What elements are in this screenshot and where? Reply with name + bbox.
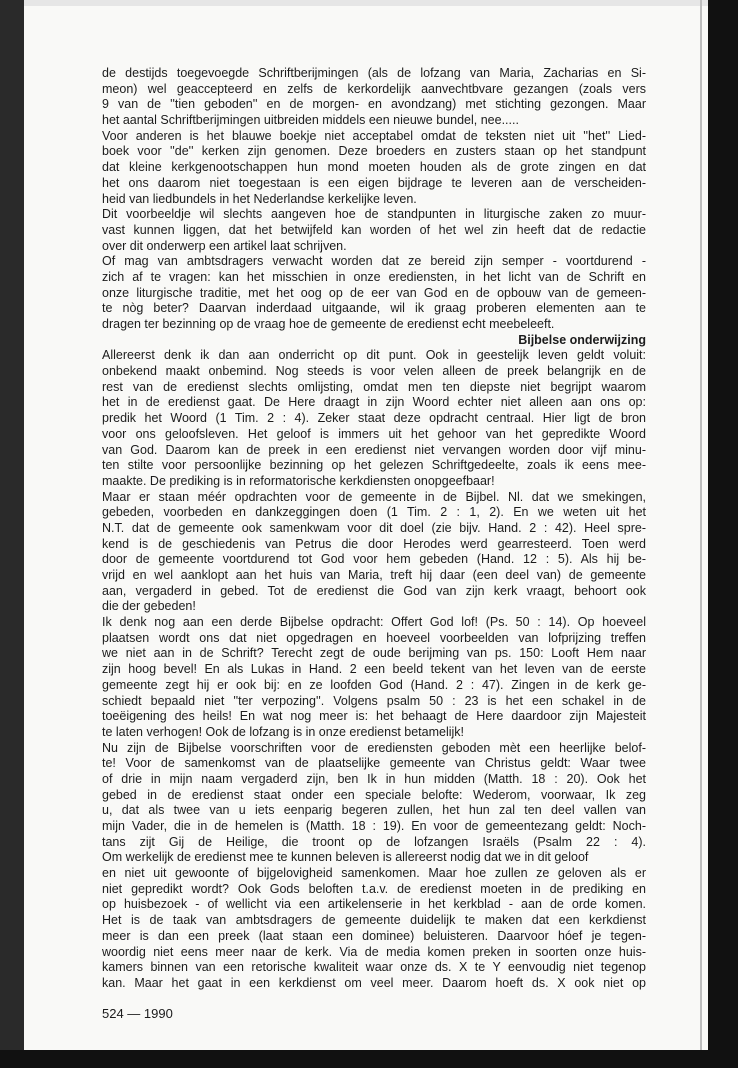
text-line: ten stilte voor persoonlijke bezinning op het gelezen Schriftgedeelte, zoals ik eens mee- (102, 458, 646, 473)
text-line: door de gemeente voortdurend tot God voor hem gebeden (Hand. 12 : 5). Als hij be- (102, 552, 646, 567)
text-line: die der gebeden! (102, 599, 196, 614)
text-line: predik het Woord (1 Tim. 2 : 4). Zeker staat deze opdracht centraal. Hier ligt de bron (102, 411, 646, 426)
text-line: N.T. dat de gemeente ook samenkwam voor dit doel (zie bijv. Hand. 2 : 42). Heel spre- (102, 520, 646, 535)
text-line: op huisbezoek - of wellicht via een artikelenserie in het kerkblad - aan de orde komen. (102, 897, 646, 912)
text-line: de destijds toegevoegde Schriftberijmingen (als de lofzang van Maria, Zacharias en Si- (102, 66, 646, 80)
text-line: of drie in mijn naam vergaderd zijn, ben Ik in hun midden (Matth. 18 : 20). Ook het (102, 771, 646, 786)
text-line: mijn Vader, die in de hemelen is (Matth. 18 : 19). En voor de gemeentezang geldt: Noch- (102, 819, 646, 833)
text-line: heid van liedbundels in het Nederlandse kerkelijke leven. (102, 191, 417, 206)
text-line: dragen ter bezinning op de vraag hoe de gemeente de eredienst echt meebeleeft. (102, 317, 555, 331)
text-line: kend is de geschiedenis van Petrus die door Herodes werd gearresteerd. Toen werd (102, 536, 646, 551)
text-line: zich af te vragen: kan het misschien in onze erediensten, in het licht van de Schrift en (102, 269, 646, 284)
text-line: vast kunnen liggen, dat het betwijfeld kan worden of het wel zin heeft dat de redactie (102, 222, 646, 237)
text-line: onbekend maakt onbemind. Nog steeds is voor velen alleen de preek belangrijk en de (102, 364, 646, 379)
text-line: over dit onderwerp een artikel laat schrijven. (102, 238, 347, 253)
text-line: toeëigening des heils! En wat nog meer is: het behaagt de Here daardoor zijn Majesteit (102, 709, 646, 724)
text-line: meon) wel geaccepteerd en zelfs de kerkordelijk aanvechtbvare gezangen (zoals vers (102, 81, 646, 96)
text-line: we niet aan in de Schrift? Terecht zegt de oude berijming van ps. 150: Looft Hem naar (102, 646, 646, 661)
text-line: te laten verhogen! Ook de lofzang is in onze eredienst betamelijk! (102, 724, 465, 739)
text-line: Of mag van ambtsdragers verwacht worden dat ze bereid zijn semper - voortdurend - (102, 254, 646, 269)
text-line: onze liturgische traditie, met het oog op de eer van God en de opbouw van de gemeen- (102, 285, 646, 300)
section-heading: Bijbelse onderwijzing (518, 332, 646, 347)
text-line: meer is dan een preek (laat staan een dominee) beluisteren. Daarvoor hóef je tegen- (102, 928, 646, 943)
text-line: schiedt bepaald niet ''ter verpozing''. Volgens psalm 50 : 23 is het een schakel in de (102, 693, 646, 708)
text-line: woordig niet eens meer naar de kerk. Via de media komen preken in soorten onze huis- (102, 944, 646, 959)
bottom-scan-shadow (0, 1050, 738, 1068)
text-line: voor ons geloofsleven. Het geloof is immers uit het gehoor van het gepredikte Woord (102, 426, 646, 441)
text-line: plaatsen wordt ons dat niet opgedragen en hoeveel voorbeelden van lofprijzing treffen (102, 630, 646, 645)
paragraphs-after-heading (102, 348, 646, 991)
text-line: het aantal Schriftberijmingen uitbreiden middels een nieuwe bundel, nee..... (102, 113, 519, 128)
left-scan-shadow (0, 0, 24, 1068)
text-line: Allereerst denk ik dan aan onderricht op dit punt. Ook in geestelijk leven geldt voluit: (102, 348, 646, 363)
text-line: Ik denk nog aan een derde Bijbelse opdracht: Offert God lof! (Ps. 50 : 14). Op hoeveel (102, 615, 646, 630)
text-line: gebed in de eredienst staat onder een speciale belofte: Wederom, voorwaar, Ik zeg (102, 787, 646, 802)
text-line: het ons daarom niet toegestaan is een eigen bijdrage te leveren aan de verscheiden- (102, 175, 646, 190)
page-edge (700, 0, 702, 1050)
text-line: dat kleine kerkgenootschappen hun mond moeten houden als de grote zingen en dat (102, 160, 646, 175)
top-edge (0, 0, 738, 6)
text-line: rest van de eredienst slechts omlijsting, omdat men ten diepste niet begrijpt waarom (102, 379, 646, 394)
text-line: gemeente zegt hij er ook bij: en ze loofden God (Hand. 2 : 47). Zingen in de kerk ge- (102, 677, 646, 692)
text-line: Dit voorbeeldje wil slechts aangeven hoe de standpunten in liturgische zaken zo muur- (102, 207, 646, 222)
text-line: Het is de taak van ambtsdragers de gemeente duidelijk te maken dat een kerkdienst (102, 913, 646, 928)
text-line: het in de eredienst gaat. De Here draagt in zijn Woord echter niet alleen aan ons op: (102, 395, 646, 410)
right-scan-shadow (708, 0, 738, 1068)
text-line: zijn hoog bevel! En als Lukas in Hand. 2 een beeld tekent van het leven van de eerste (102, 662, 646, 677)
text-line: maakte. De prediking is in reformatorische kerkdiensten onopgeefbaar! (102, 473, 495, 488)
text-line: te nòg beter? Daarvan inderdaad uitgaande, wil ik graag proberen elementen aan te (102, 301, 646, 316)
text-line: kan. Maar het gaat in een kerkdienst om veel meer. Daarom hoeft ds. X ook niet op (102, 975, 646, 990)
text-line: boek voor ''de'' kerken zijn genomen. Deze broeders en zusters staan op het standpunt (102, 144, 646, 159)
text-line: kamers binnen van een retorische kwaliteit waar onze ds. X te Y eenvoudig niet tegenop (102, 960, 646, 975)
text-line: gebeden, voorbeden en dankzeggingen doen (1 Tim. 2 : 1, 2). En we weten uit het (102, 505, 646, 520)
article-body (102, 66, 646, 992)
text-line: Nu zijn de Bijbelse voorschriften voor de erediensten geboden mèt een heerlijke belof- (102, 740, 646, 755)
text-line: te! Voor de samenkomst van de plaatselijke gemeente van Christus geldt: Waar twee (102, 756, 646, 771)
text-line: en niet uit gewoonte of bijgelovigheid samenkomen. Maar hoe zullen ze geloven als er (102, 866, 646, 881)
text-line: Om werkelijk de eredienst mee te kunnen beleven is allereerst nodig dat we in dit geloof (102, 850, 589, 865)
text-line: tans zijt Gij de Heilige, die troont op de lofzangen Israëls (Psalm 22 : 4). (102, 834, 646, 849)
text-line: 9 van de ''tien geboden'' en de morgen- en avondzang) met stichting gezongen. Maar (102, 97, 646, 112)
text-line: Maar er staan méér opdrachten voor de gemeente in de Bijbel. Nl. dat we smekingen, (102, 489, 646, 504)
text-line: vrijd en wel aanklopt aan het huis van Maria, treft hij daar (een deel van) de gemeente (102, 568, 646, 582)
text-line: Voor anderen is het blauwe boekje niet acceptabel omdat de teksten niet uit ''het'' Lied- (102, 128, 646, 143)
text-line: van God. Daarom kan de preek in een eredienst niet vervangen worden door vijf minu- (102, 442, 646, 457)
page-footer: 524 — 1990 (102, 1006, 173, 1021)
text-line: aan, vergaderd in gebed. Tot de eredienst die God van zijn kerk vraagt, behoort ook (102, 583, 646, 598)
paragraphs-before-heading (102, 66, 646, 333)
text-line: u, dat als twee van u iets eenparig begeren zullen, het hun zal ten deel vallen van (102, 803, 646, 818)
text-line: niet gepredikt wordt? Ook Gods beloften t.a.v. de eredienst moeten in de prediking en (102, 881, 646, 896)
